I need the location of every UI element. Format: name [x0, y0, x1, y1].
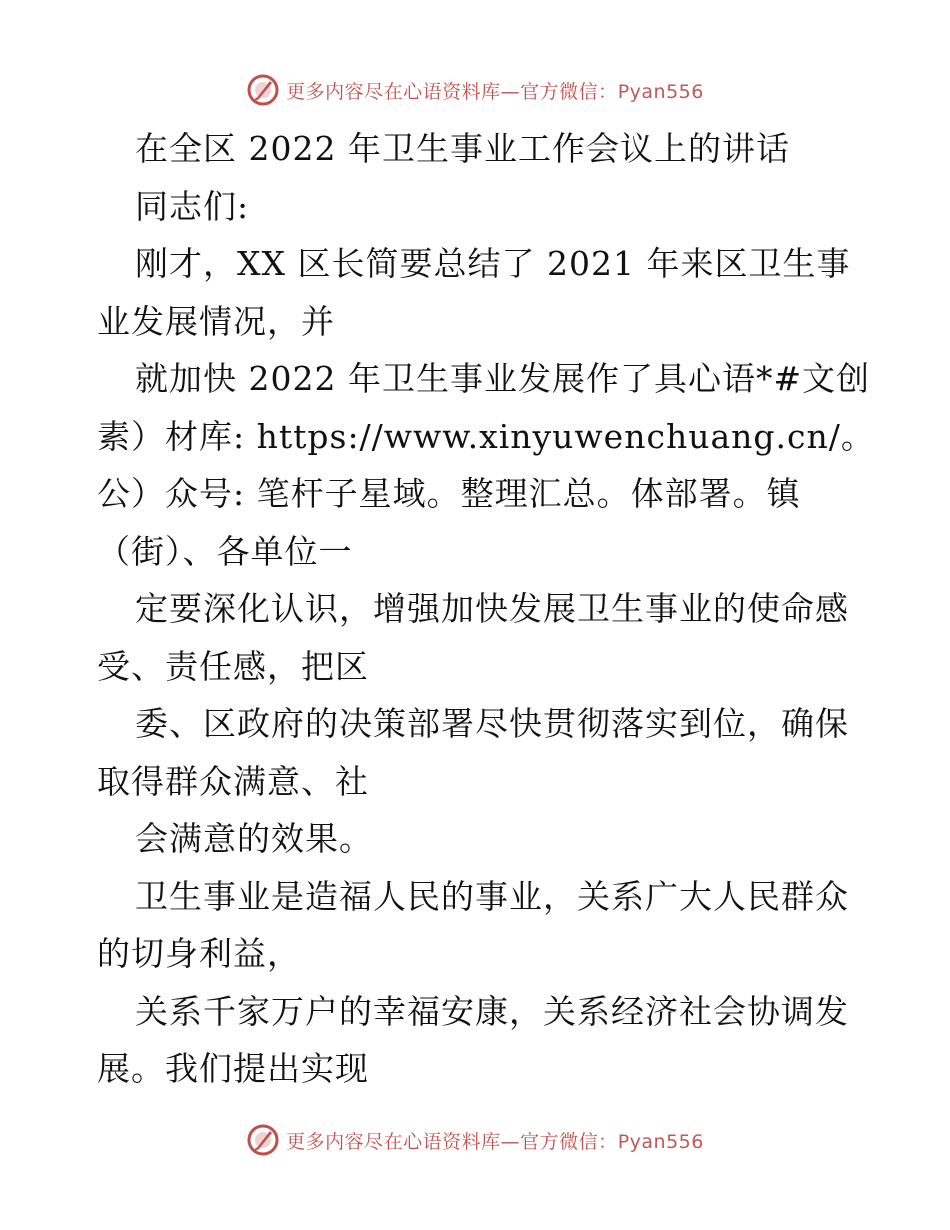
banner-wechat-id: Pyan556 — [617, 1130, 704, 1153]
text-line: 卫生事业是造福人民的事业，关系广大人民群众 — [135, 876, 849, 916]
text-line: 关系千家万户的幸福安康，关系经济社会协调发 — [135, 991, 849, 1031]
text-line: 的切身利益， — [97, 934, 301, 973]
header-banner — [0, 70, 950, 110]
text-line: 公）众号: 笔杆子星域。整理汇总。体部署。镇 — [97, 474, 801, 513]
text-line: 取得群众满意、社 — [97, 761, 369, 801]
document-body — [97, 120, 887, 1098]
banner-wechat-id: Pyan556 — [617, 80, 704, 103]
text-line: （街）、各单位一 — [97, 531, 353, 571]
banner-separator: — — [500, 1130, 521, 1153]
text-line: 在全区 2022 年卫生事业工作会议上的讲话 — [135, 129, 790, 168]
banner-main-text: 更多内容尽在心语资料库 — [286, 1130, 501, 1153]
text-line: 会满意的效果。 — [135, 819, 373, 858]
text-line: 业发展情况，并 — [97, 301, 335, 341]
text-line: 展。我们提出实现 — [97, 1049, 369, 1088]
banner-wechat-label: 官方微信： — [520, 80, 618, 103]
banner-main-text: 更多内容尽在心语资料库 — [286, 80, 501, 103]
banner-text — [286, 1127, 704, 1154]
footer-banner — [0, 1120, 950, 1160]
text-line: 定要深化认识，增强加快发展卫生事业的使命感 — [135, 589, 849, 628]
text-line: 刚才，XX 区长简要总结了 2021 年来区卫生事 — [135, 244, 851, 283]
text-line: 委、区政府的决策部署尽快贯彻落实到位，确保 — [135, 704, 849, 743]
quill-pen-logo-icon — [246, 1123, 280, 1157]
text-line: 受、责任感，把区 — [97, 646, 369, 686]
banner-separator: — — [500, 80, 521, 103]
text-line: 就加快 2022 年卫生事业发展作了具心语*#文创 — [135, 359, 871, 398]
banner-text — [286, 77, 704, 104]
quill-pen-logo-icon — [246, 73, 280, 107]
text-line: 素）材库: https://www.xinyuwenchuang.cn/。 — [97, 416, 875, 456]
banner-wechat-label: 官方微信： — [520, 1130, 618, 1153]
text-line: 同志们: — [135, 186, 250, 226]
